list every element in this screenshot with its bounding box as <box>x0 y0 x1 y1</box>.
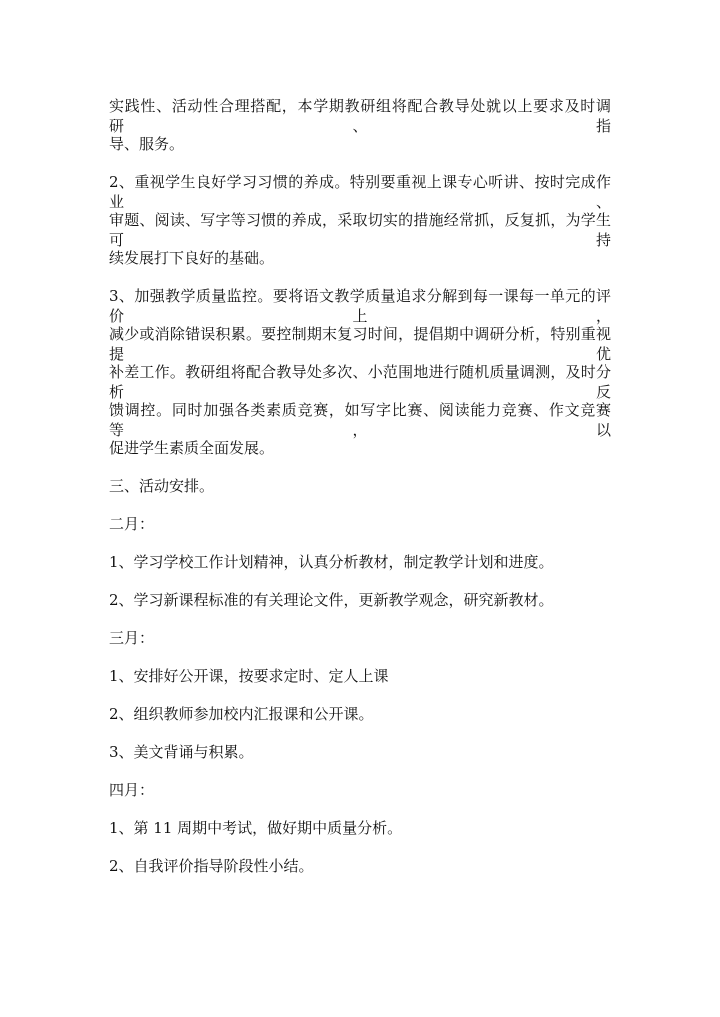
list-item: 3、美文背诵与积累。 <box>109 743 254 761</box>
paragraph-line-6: 3、加强教学质量监控。要将语文教学质量追求分解到每一课每一单元的评价上， <box>109 287 611 325</box>
list-item: 1、安排好公开课，按要求定时、定人上课 <box>109 667 389 685</box>
paragraph-line-9: 馈调控。同时加强各类素质竞赛，如写字比赛、阅读能力竞赛、作文竞赛等，以 <box>109 401 611 439</box>
month-heading-mar: 三月： <box>109 629 155 647</box>
paragraph-line-1: 实践性、活动性合理搭配，本学期教研组将配合教导处就以上要求及时调研、指 <box>109 97 611 135</box>
month-heading-apr: 四月： <box>109 781 155 799</box>
list-item: 2、学习新课程标准的有关理论文件，更新教学观念，研究新教材。 <box>109 591 554 609</box>
section-heading: 三、活动安排。 <box>109 477 215 495</box>
paragraph-line-5: 续发展打下良好的基础。 <box>109 249 275 267</box>
month-heading-feb: 二月： <box>109 515 155 533</box>
list-item: 1、学习学校工作计划精神，认真分析教材，制定教学计划和进度。 <box>109 553 554 571</box>
list-item: 2、组织教师参加校内汇报课和公开课。 <box>109 705 374 723</box>
list-item: 1、第 11 周期中考试，做好期中质量分析。 <box>109 819 403 837</box>
paragraph-line-10: 促进学生素质全面发展。 <box>109 439 275 457</box>
paragraph-line-8: 补差工作。教研组将配合教导处多次、小范围地进行随机质量调测，及时分析反 <box>109 363 611 401</box>
paragraph-line-7: 减少或消除错误积累。要控制期末复习时间，提倡期中调研分析，特别重视提优 <box>109 325 611 363</box>
paragraph-line-4: 审题、阅读、写字等习惯的养成，采取切实的措施经常抓，反复抓，为学生可持 <box>109 211 611 249</box>
paragraph-line-2: 导、服务。 <box>109 135 185 153</box>
list-item: 2、自我评价指导阶段性小结。 <box>109 857 314 875</box>
paragraph-line-3: 2、重视学生良好学习习惯的养成。特别要重视上课专心听讲、按时完成作业、 <box>109 173 611 211</box>
